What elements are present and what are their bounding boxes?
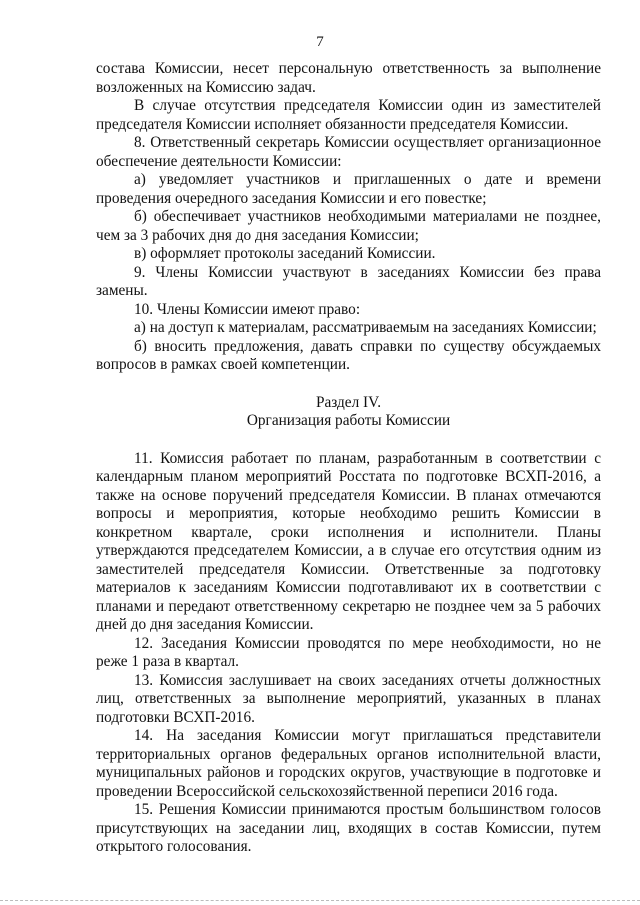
paragraph: а) на доступ к материалам, рассматриваемым на заседаниях Комиссии;	[134, 319, 597, 336]
paragraph: а) уведомляет участников и приглашенных о дате и времени проведения очередного заседания Комиссии и его повестке;	[96, 171, 601, 207]
paragraph: б) обеспечивает участников необходимыми материалами не позднее, чем за 3 рабочих дня до дня заседания Комиссии;	[96, 208, 601, 244]
paragraph: в) оформляет протоколы заседаний Комиссии.	[134, 245, 436, 262]
paragraph: В случае отсутствия председателя Комиссии один из заместителей председателя Комиссии исполняет обязанности председателя Комиссии.	[96, 97, 601, 133]
paragraph: 9. Члены Комиссии участвуют в заседаниях Комиссии без права замены.	[96, 263, 601, 299]
paragraph: 13. Комиссия заслушивает на своих заседаниях отчеты должностных лиц, ответственных за выполнение мероприятий, указанных в планах подготовки ВСХП-2016.	[96, 671, 601, 726]
spacer	[96, 375, 601, 394]
section-title: Организация работы Комиссии	[246, 412, 451, 429]
paragraph: 8. Ответственный секретарь Комиссии осуществляет организационное обеспечение деятельности Комиссии:	[96, 134, 601, 170]
scan-edge	[0, 900, 640, 901]
section-label: Раздел IV.	[315, 393, 382, 411]
paragraph: состава Комиссии, несет персональную ответственность за выполнение возложенных на Комиссию задач.	[96, 60, 601, 96]
document-body	[96, 60, 601, 857]
paragraph: 15. Решения Комиссии принимаются простым большинством голосов присутствующих на заседании лиц, входящих в состав Комиссии, путем открытого голосования.	[96, 801, 601, 855]
paragraph: б) вносить предложения, давать справки по существу обсуждаемых вопросов в рамках своей компетенции.	[96, 337, 601, 373]
page-number: 7	[316, 34, 324, 50]
spacer	[96, 431, 601, 450]
paragraph: 12. Заседания Комиссии проводятся по мере необходимости, но не реже 1 раза в квартал.	[96, 634, 601, 670]
paragraph: 11. Комиссия работает по планам, разработанным в соответствии с календарным планом мероприятий Росстата по подготовке ВСХП-2016, а также на основе поручений председателя Комиссии. В планах отмечаются вопросы и мероприятия, которые необходимо решить Комиссии в конкретном квартале, сроки исполнения и исполнители. Планы утверждаются председателем Комиссии, а в случае его отсутствия одним из заместителей председателя Комиссии. Ответственные за подготовку материалов к заседаниям Комиссии подготавливают их в соответствии с планами и передают ответственному секретарю не позднее чем за 5 рабочих дней до дня заседания Комиссии.	[96, 449, 601, 633]
paragraph: 14. На заседания Комиссии могут приглашаться представители территориальных органов федеральных органов исполнительной власти, муниципальных районов и городских округов, участвующие в подготовке и проведении Всероссийской сельскохозяйственной переписи 2016 года.	[96, 727, 601, 800]
paragraph: 10. Члены Комиссии имеют право:	[134, 300, 361, 318]
